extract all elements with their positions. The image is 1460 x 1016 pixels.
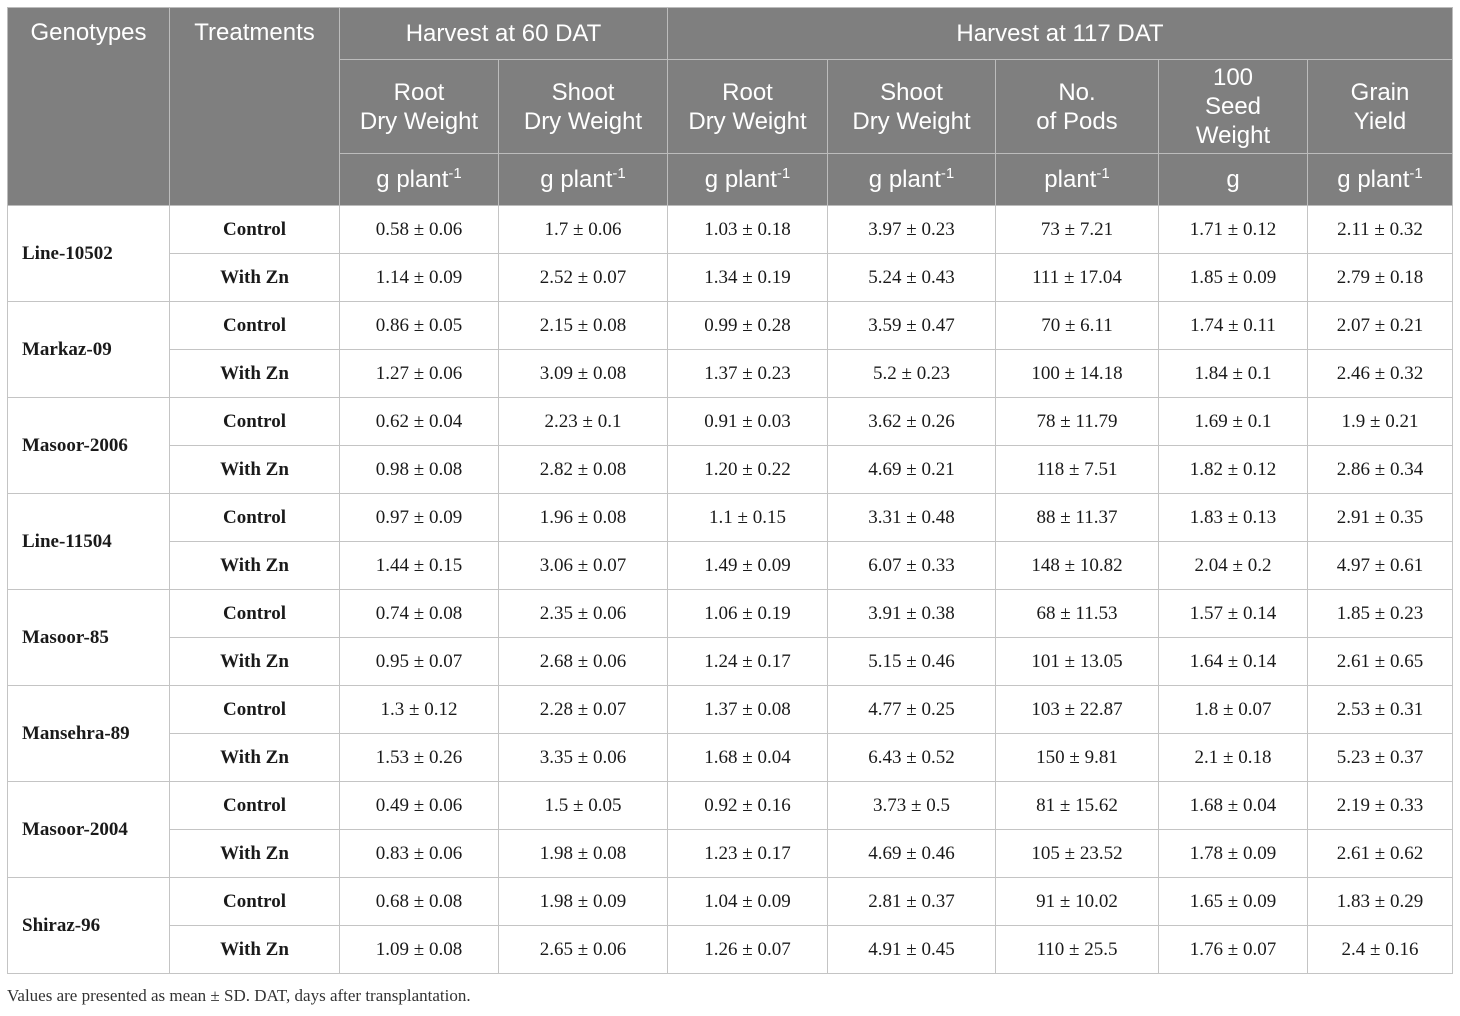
column-header-line: Grain xyxy=(1350,78,1410,106)
value-cell: 1.76 ± 0.07 xyxy=(1159,926,1308,974)
column-header xyxy=(1159,60,1308,154)
column-header xyxy=(1308,60,1453,154)
column-header-line: Dry Weight xyxy=(523,107,643,135)
value-cell: 1.64 ± 0.14 xyxy=(1159,638,1308,686)
column-header-line: Yield xyxy=(1353,107,1407,135)
value-cell: 4.69 ± 0.46 xyxy=(828,830,996,878)
column-header-line: Shoot xyxy=(551,78,615,106)
table-row xyxy=(8,254,1453,302)
value-cell: 1.98 ± 0.09 xyxy=(499,878,668,926)
column-header-line: Root xyxy=(393,78,445,106)
value-cell: 3.31 ± 0.48 xyxy=(828,494,996,542)
value-cell: 73 ± 7.21 xyxy=(996,206,1159,254)
value-cell: 100 ± 14.18 xyxy=(996,350,1159,398)
value-cell: 118 ± 7.51 xyxy=(996,446,1159,494)
column-unit-exponent: -1 xyxy=(1409,165,1423,182)
value-cell: 1.83 ± 0.13 xyxy=(1159,494,1308,542)
value-cell: 0.95 ± 0.07 xyxy=(340,638,499,686)
column-header-line: Seed xyxy=(1204,93,1262,120)
header-genotypes: Genotypes xyxy=(8,8,170,206)
column-header-line: of Pods xyxy=(1036,107,1118,135)
value-cell: 2.15 ± 0.08 xyxy=(499,302,668,350)
column-unit xyxy=(996,154,1159,206)
value-cell: 0.74 ± 0.08 xyxy=(340,590,499,638)
value-cell: 1.96 ± 0.08 xyxy=(499,494,668,542)
genotype-cell: Masoor-2004 xyxy=(8,782,170,878)
value-cell: 5.24 ± 0.43 xyxy=(828,254,996,302)
value-cell: 2.28 ± 0.07 xyxy=(499,686,668,734)
column-unit-exponent: -1 xyxy=(776,165,791,182)
treatment-cell: Control xyxy=(170,398,340,446)
value-cell: 1.9 ± 0.21 xyxy=(1308,398,1453,446)
column-header xyxy=(828,60,996,154)
value-cell: 5.2 ± 0.23 xyxy=(828,350,996,398)
value-cell: 3.97 ± 0.23 xyxy=(828,206,996,254)
value-cell: 1.04 ± 0.09 xyxy=(668,878,828,926)
table-row xyxy=(8,686,1453,734)
table-row xyxy=(8,494,1453,542)
column-header-line: Shoot xyxy=(880,78,943,106)
value-cell: 3.35 ± 0.06 xyxy=(499,734,668,782)
value-cell: 3.59 ± 0.47 xyxy=(828,302,996,350)
value-cell: 3.62 ± 0.26 xyxy=(828,398,996,446)
column-unit-text: g plant xyxy=(704,166,777,193)
value-cell: 1.82 ± 0.12 xyxy=(1159,446,1308,494)
value-cell: 1.23 ± 0.17 xyxy=(668,830,828,878)
value-cell: 3.91 ± 0.38 xyxy=(828,590,996,638)
value-cell: 1.06 ± 0.19 xyxy=(668,590,828,638)
value-cell: 70 ± 6.11 xyxy=(996,302,1159,350)
value-cell: 0.62 ± 0.04 xyxy=(340,398,499,446)
value-cell: 148 ± 10.82 xyxy=(996,542,1159,590)
treatment-cell: With Zn xyxy=(170,254,340,302)
column-unit-text: g plant xyxy=(868,166,941,193)
value-cell: 103 ± 22.87 xyxy=(996,686,1159,734)
genotype-cell: Markaz-09 xyxy=(8,302,170,398)
value-cell: 1.09 ± 0.08 xyxy=(340,926,499,974)
value-cell: 0.68 ± 0.08 xyxy=(340,878,499,926)
table-row xyxy=(8,398,1453,446)
table-row xyxy=(8,302,1453,350)
value-cell: 1.83 ± 0.29 xyxy=(1308,878,1453,926)
data-table xyxy=(7,7,1453,974)
value-cell: 1.68 ± 0.04 xyxy=(668,734,828,782)
value-cell: 1.65 ± 0.09 xyxy=(1159,878,1308,926)
treatment-cell: With Zn xyxy=(170,638,340,686)
value-cell: 0.98 ± 0.08 xyxy=(340,446,499,494)
treatment-cell: With Zn xyxy=(170,830,340,878)
value-cell: 105 ± 23.52 xyxy=(996,830,1159,878)
value-cell: 1.49 ± 0.09 xyxy=(668,542,828,590)
table-row xyxy=(8,878,1453,926)
value-cell: 1.14 ± 0.09 xyxy=(340,254,499,302)
value-cell: 4.97 ± 0.61 xyxy=(1308,542,1453,590)
value-cell: 1.20 ± 0.22 xyxy=(668,446,828,494)
value-cell: 1.24 ± 0.17 xyxy=(668,638,828,686)
value-cell: 88 ± 11.37 xyxy=(996,494,1159,542)
value-cell: 0.97 ± 0.09 xyxy=(340,494,499,542)
treatment-cell: Control xyxy=(170,686,340,734)
treatment-cell: With Zn xyxy=(170,350,340,398)
value-cell: 1.69 ± 0.1 xyxy=(1159,398,1308,446)
value-cell: 3.09 ± 0.08 xyxy=(499,350,668,398)
value-cell: 1.85 ± 0.09 xyxy=(1159,254,1308,302)
table-row xyxy=(8,926,1453,974)
value-cell: 1.71 ± 0.12 xyxy=(1159,206,1308,254)
column-header xyxy=(668,60,828,154)
value-cell: 2.53 ± 0.31 xyxy=(1308,686,1453,734)
value-cell: 0.86 ± 0.05 xyxy=(340,302,499,350)
column-unit-exponent: -1 xyxy=(940,165,955,182)
value-cell: 2.46 ± 0.32 xyxy=(1308,350,1453,398)
column-header-line: Root xyxy=(722,78,773,106)
column-unit-text: g plant xyxy=(540,166,613,193)
value-cell: 2.04 ± 0.2 xyxy=(1159,542,1308,590)
value-cell: 1.7 ± 0.06 xyxy=(499,206,668,254)
column-header xyxy=(996,60,1159,154)
genotype-cell: Mansehra-89 xyxy=(8,686,170,782)
column-unit-exponent: -1 xyxy=(612,165,626,182)
column-header-line: Dry Weight xyxy=(852,107,971,135)
value-cell: 4.69 ± 0.21 xyxy=(828,446,996,494)
genotype-cell: Masoor-85 xyxy=(8,590,170,686)
value-cell: 2.07 ± 0.21 xyxy=(1308,302,1453,350)
column-header-line: 100 xyxy=(1212,64,1254,91)
treatment-cell: With Zn xyxy=(170,734,340,782)
value-cell: 150 ± 9.81 xyxy=(996,734,1159,782)
genotype-cell: Masoor-2006 xyxy=(8,398,170,494)
value-cell: 2.35 ± 0.06 xyxy=(499,590,668,638)
value-cell: 0.99 ± 0.28 xyxy=(668,302,828,350)
table-row xyxy=(8,542,1453,590)
value-cell: 2.82 ± 0.08 xyxy=(499,446,668,494)
value-cell: 2.61 ± 0.62 xyxy=(1308,830,1453,878)
value-cell: 1.53 ± 0.26 xyxy=(340,734,499,782)
column-unit xyxy=(828,154,996,206)
column-header-line: Weight xyxy=(1195,122,1271,149)
genotype-cell: Line-10502 xyxy=(8,206,170,302)
value-cell: 1.78 ± 0.09 xyxy=(1159,830,1308,878)
column-unit-exponent: -1 xyxy=(448,165,462,182)
value-cell: 78 ± 11.79 xyxy=(996,398,1159,446)
column-unit-text: g plant xyxy=(1337,166,1410,193)
value-cell: 0.91 ± 0.03 xyxy=(668,398,828,446)
treatment-cell: Control xyxy=(170,878,340,926)
value-cell: 1.84 ± 0.1 xyxy=(1159,350,1308,398)
table-row xyxy=(8,590,1453,638)
column-unit-text: g xyxy=(1226,166,1240,193)
value-cell: 1.1 ± 0.15 xyxy=(668,494,828,542)
value-cell: 2.11 ± 0.32 xyxy=(1308,206,1453,254)
value-cell: 2.68 ± 0.06 xyxy=(499,638,668,686)
value-cell: 101 ± 13.05 xyxy=(996,638,1159,686)
value-cell: 1.3 ± 0.12 xyxy=(340,686,499,734)
treatment-cell: With Zn xyxy=(170,542,340,590)
value-cell: 1.27 ± 0.06 xyxy=(340,350,499,398)
value-cell: 0.83 ± 0.06 xyxy=(340,830,499,878)
value-cell: 3.73 ± 0.5 xyxy=(828,782,996,830)
value-cell: 1.8 ± 0.07 xyxy=(1159,686,1308,734)
value-cell: 1.26 ± 0.07 xyxy=(668,926,828,974)
value-cell: 2.19 ± 0.33 xyxy=(1308,782,1453,830)
value-cell: 1.37 ± 0.23 xyxy=(668,350,828,398)
value-cell: 2.4 ± 0.16 xyxy=(1308,926,1453,974)
column-header-line: Dry Weight xyxy=(688,107,807,135)
treatment-cell: Control xyxy=(170,206,340,254)
column-header-line: No. xyxy=(1058,78,1096,106)
value-cell: 4.91 ± 0.45 xyxy=(828,926,996,974)
value-cell: 1.03 ± 0.18 xyxy=(668,206,828,254)
value-cell: 2.61 ± 0.65 xyxy=(1308,638,1453,686)
value-cell: 110 ± 25.5 xyxy=(996,926,1159,974)
value-cell: 2.52 ± 0.07 xyxy=(499,254,668,302)
value-cell: 1.57 ± 0.14 xyxy=(1159,590,1308,638)
header-harvest-60: Harvest at 60 DAT xyxy=(340,8,668,60)
value-cell: 2.65 ± 0.06 xyxy=(499,926,668,974)
column-unit xyxy=(1159,154,1308,206)
table-row xyxy=(8,830,1453,878)
column-unit-text: plant xyxy=(1044,166,1097,193)
table-row xyxy=(8,638,1453,686)
value-cell: 6.07 ± 0.33 xyxy=(828,542,996,590)
value-cell: 4.77 ± 0.25 xyxy=(828,686,996,734)
treatment-cell: Control xyxy=(170,302,340,350)
column-unit xyxy=(668,154,828,206)
value-cell: 81 ± 15.62 xyxy=(996,782,1159,830)
treatment-cell: With Zn xyxy=(170,446,340,494)
value-cell: 1.37 ± 0.08 xyxy=(668,686,828,734)
table-row xyxy=(8,350,1453,398)
genotype-cell: Line-11504 xyxy=(8,494,170,590)
value-cell: 1.74 ± 0.11 xyxy=(1159,302,1308,350)
table-footnote: Values are presented as mean ± SD. DAT, days after transplantation. xyxy=(7,986,471,1005)
value-cell: 5.15 ± 0.46 xyxy=(828,638,996,686)
column-unit xyxy=(340,154,499,206)
value-cell: 1.85 ± 0.23 xyxy=(1308,590,1453,638)
table-row xyxy=(8,734,1453,782)
column-header xyxy=(499,60,668,154)
treatment-cell: Control xyxy=(170,494,340,542)
column-unit-exponent: -1 xyxy=(1096,165,1110,182)
value-cell: 2.86 ± 0.34 xyxy=(1308,446,1453,494)
value-cell: 1.98 ± 0.08 xyxy=(499,830,668,878)
table-row xyxy=(8,446,1453,494)
column-unit xyxy=(1308,154,1453,206)
column-header-line: Dry Weight xyxy=(359,107,479,135)
genotype-cell: Shiraz-96 xyxy=(8,878,170,974)
value-cell: 1.5 ± 0.05 xyxy=(499,782,668,830)
value-cell: 2.79 ± 0.18 xyxy=(1308,254,1453,302)
value-cell: 2.1 ± 0.18 xyxy=(1159,734,1308,782)
table-row xyxy=(8,206,1453,254)
value-cell: 1.68 ± 0.04 xyxy=(1159,782,1308,830)
column-header xyxy=(340,60,499,154)
value-cell: 1.44 ± 0.15 xyxy=(340,542,499,590)
value-cell: 2.81 ± 0.37 xyxy=(828,878,996,926)
column-unit xyxy=(499,154,668,206)
value-cell: 68 ± 11.53 xyxy=(996,590,1159,638)
value-cell: 91 ± 10.02 xyxy=(996,878,1159,926)
value-cell: 1.34 ± 0.19 xyxy=(668,254,828,302)
value-cell: 0.92 ± 0.16 xyxy=(668,782,828,830)
value-cell: 5.23 ± 0.37 xyxy=(1308,734,1453,782)
value-cell: 6.43 ± 0.52 xyxy=(828,734,996,782)
value-cell: 0.49 ± 0.06 xyxy=(340,782,499,830)
value-cell: 2.23 ± 0.1 xyxy=(499,398,668,446)
table-row xyxy=(8,782,1453,830)
value-cell: 2.91 ± 0.35 xyxy=(1308,494,1453,542)
value-cell: 111 ± 17.04 xyxy=(996,254,1159,302)
column-unit-text: g plant xyxy=(376,166,449,193)
header-harvest-117: Harvest at 117 DAT xyxy=(668,8,1453,60)
treatment-cell: Control xyxy=(170,590,340,638)
treatment-cell: With Zn xyxy=(170,926,340,974)
treatment-cell: Control xyxy=(170,782,340,830)
value-cell: 0.58 ± 0.06 xyxy=(340,206,499,254)
header-treatments: Treatments xyxy=(170,8,340,206)
value-cell: 3.06 ± 0.07 xyxy=(499,542,668,590)
